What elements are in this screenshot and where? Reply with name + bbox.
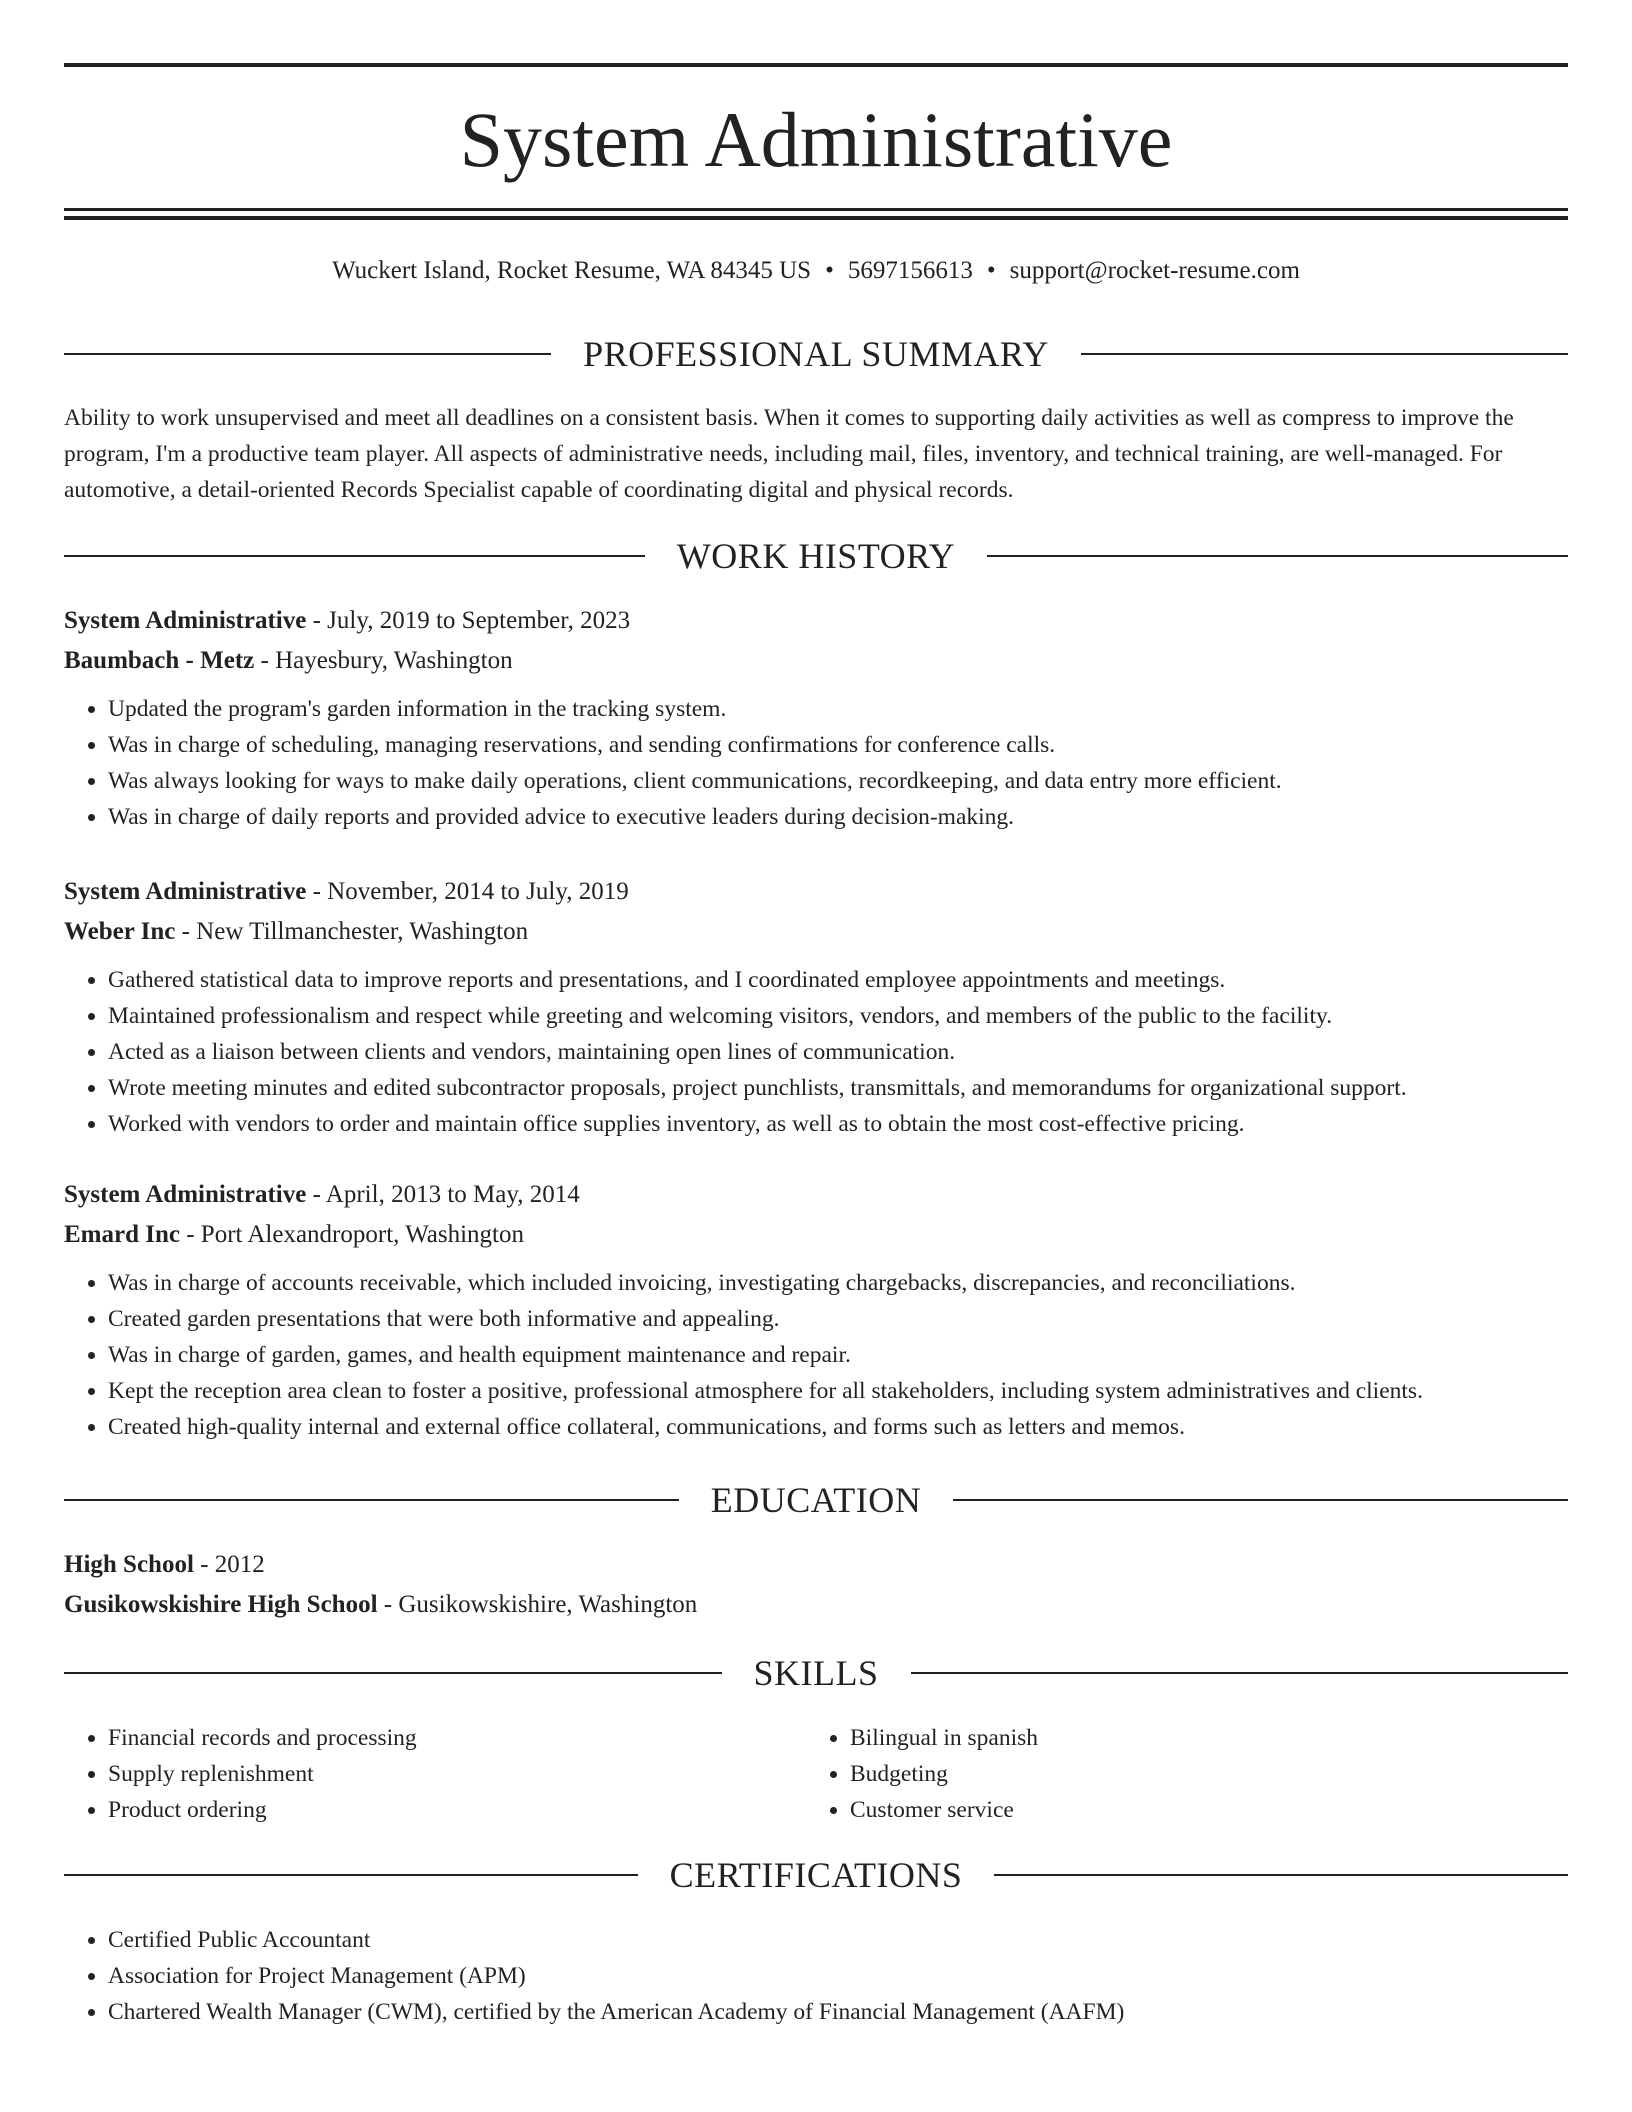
heading-rule bbox=[987, 555, 1568, 557]
heading-rule bbox=[994, 1874, 1568, 1876]
section-heading-summary bbox=[64, 332, 1568, 376]
job-title-line bbox=[64, 1175, 1568, 1215]
top-rule bbox=[64, 63, 1568, 67]
summary-text: Ability to work unsupervised and meet all deadlines on a consistent basis. When it comes to supporting daily activities as well as compress to improve the program, I'm a productive team player. All aspects of administrative needs, including mail, files, inventory, and technical training, are well-managed. For automotive, a detail-oriented Records Specialist capable of coordinating digital and physical records. bbox=[64, 405, 1514, 503]
heading-rule bbox=[953, 1499, 1568, 1501]
education-location: - Gusikowskishire, Washington bbox=[377, 1591, 698, 1618]
job-bullet: • Was always looking for ways to make daily operations, client communications, recordkeeping, and data entry more efficient. bbox=[108, 763, 1568, 799]
job-dates: - July, 2019 to September, 2023 bbox=[306, 607, 631, 634]
job-entry bbox=[64, 872, 1568, 1142]
job-bullet: • Acted as a liaison between clients and vendors, maintaining open lines of communication. bbox=[108, 1034, 1568, 1070]
section-title: SKILLS bbox=[753, 1653, 879, 1693]
heading-rule bbox=[64, 555, 645, 557]
section-heading-certifications bbox=[64, 1853, 1568, 1897]
job-entry bbox=[64, 601, 1568, 835]
education-school: Gusikowskishire High School bbox=[64, 1591, 378, 1618]
job-bullets bbox=[64, 1265, 1568, 1445]
job-dates: - April, 2013 to May, 2014 bbox=[306, 1181, 580, 1208]
heading-rule bbox=[64, 353, 551, 355]
job-company-line bbox=[64, 912, 1568, 952]
job-bullet: • Was in charge of scheduling, managing reservations, and sending confirmations for conference calls. bbox=[108, 727, 1568, 763]
job-bullet: • Was in charge of garden, games, and health equipment maintenance and repair. bbox=[108, 1337, 1568, 1373]
education-degree-line bbox=[64, 1545, 1568, 1585]
header-rule-upper bbox=[64, 208, 1568, 211]
education-degree: High School bbox=[64, 1551, 194, 1578]
job-company: Weber Inc bbox=[64, 918, 176, 945]
skill-item: • Bilingual in spanish bbox=[850, 1720, 1548, 1756]
job-location: - Hayesbury, Washington bbox=[254, 647, 513, 674]
job-bullet: • Was in charge of daily reports and provided advice to executive leaders during decision-making. bbox=[108, 799, 1568, 835]
job-company-line bbox=[64, 1215, 1568, 1255]
job-bullet: • Was in charge of accounts receivable, which included invoicing, investigating chargebacks, discrepancies, and reconciliations. bbox=[108, 1265, 1568, 1301]
heading-rule bbox=[64, 1672, 722, 1674]
job-company-line bbox=[64, 641, 1568, 681]
job-bullet: • Wrote meeting minutes and edited subcontractor proposals, project punchlists, transmittals, and memorandums for organizational support. bbox=[108, 1070, 1568, 1106]
header-rule-lower bbox=[64, 216, 1568, 220]
job-title-line bbox=[64, 872, 1568, 912]
job-title: System Administrative bbox=[64, 1181, 307, 1208]
certification-item: • Chartered Wealth Manager (CWM), certified by the American Academy of Financial Management (AAFM) bbox=[108, 1994, 1568, 2030]
skills-column-left bbox=[64, 1720, 806, 1828]
certifications-list bbox=[64, 1922, 1568, 2030]
job-location: - Port Alexandroport, Washington bbox=[179, 1221, 525, 1248]
section-title: WORK HISTORY bbox=[676, 536, 956, 576]
job-bullets bbox=[64, 691, 1568, 835]
contact-phone: 5697156613 bbox=[847, 257, 973, 284]
job-bullet: • Kept the reception area clean to foster a positive, professional atmosphere for all stakeholders, including system administratives and clients. bbox=[108, 1373, 1568, 1409]
contact-separator: • bbox=[986, 257, 996, 284]
job-title: System Administrative bbox=[64, 878, 307, 905]
contact-email: support@rocket-resume.com bbox=[1009, 257, 1300, 284]
education-year: - 2012 bbox=[193, 1551, 265, 1578]
education-school-line bbox=[64, 1585, 1568, 1625]
section-title: CERTIFICATIONS bbox=[669, 1855, 963, 1895]
section-heading-work-history bbox=[64, 534, 1568, 578]
section-heading-skills bbox=[64, 1651, 1568, 1695]
skill-item: • Product ordering bbox=[108, 1792, 806, 1828]
job-dates: - November, 2014 to July, 2019 bbox=[306, 878, 629, 905]
job-company: Baumbach - Metz bbox=[64, 647, 255, 674]
skills-grid bbox=[64, 1720, 1568, 1828]
skill-item: • Supply replenishment bbox=[108, 1756, 806, 1792]
job-bullet: • Created high-quality internal and external office collateral, communications, and forms such as letters and memos. bbox=[108, 1409, 1568, 1445]
skill-item: • Customer service bbox=[850, 1792, 1548, 1828]
job-title: System Administrative bbox=[64, 607, 307, 634]
section-heading-education bbox=[64, 1478, 1568, 1522]
skills-column-right bbox=[806, 1720, 1548, 1828]
job-bullet: • Created garden presentations that were both informative and appealing. bbox=[108, 1301, 1568, 1337]
job-bullet: • Updated the program's garden information in the tracking system. bbox=[108, 691, 1568, 727]
resume-name: System Administrative bbox=[459, 96, 1173, 183]
heading-rule bbox=[64, 1874, 638, 1876]
job-bullet: • Maintained professionalism and respect while greeting and welcoming visitors, vendors, and members of the public to the facility. bbox=[108, 998, 1568, 1034]
section-title: EDUCATION bbox=[710, 1480, 922, 1520]
job-bullet: • Gathered statistical data to improve reports and presentations, and I coordinated employee appointments and meetings. bbox=[108, 962, 1568, 998]
heading-rule bbox=[64, 1499, 679, 1501]
contact-separator: • bbox=[825, 257, 834, 284]
heading-rule bbox=[911, 1672, 1569, 1674]
contact-address: Wuckert Island, Rocket Resume, WA 84345 US bbox=[332, 257, 812, 284]
education-entry bbox=[64, 1545, 1568, 1625]
skill-item: • Budgeting bbox=[850, 1756, 1548, 1792]
certification-item: • Certified Public Accountant bbox=[108, 1922, 1568, 1958]
contact-line bbox=[64, 254, 1568, 288]
skill-item: • Financial records and processing bbox=[108, 1720, 806, 1756]
heading-rule bbox=[1081, 353, 1568, 355]
job-company: Emard Inc bbox=[64, 1221, 180, 1248]
section-title: PROFESSIONAL SUMMARY bbox=[583, 334, 1049, 374]
job-entry bbox=[64, 1175, 1568, 1445]
job-bullets bbox=[64, 962, 1568, 1142]
job-title-line bbox=[64, 601, 1568, 641]
certification-item: • Association for Project Management (APM) bbox=[108, 1958, 1568, 1994]
job-bullet: • Worked with vendors to order and maintain office supplies inventory, as well as to obtain the most cost-effective pricing. bbox=[108, 1106, 1568, 1142]
job-location: - New Tillmanchester, Washington bbox=[175, 918, 529, 945]
